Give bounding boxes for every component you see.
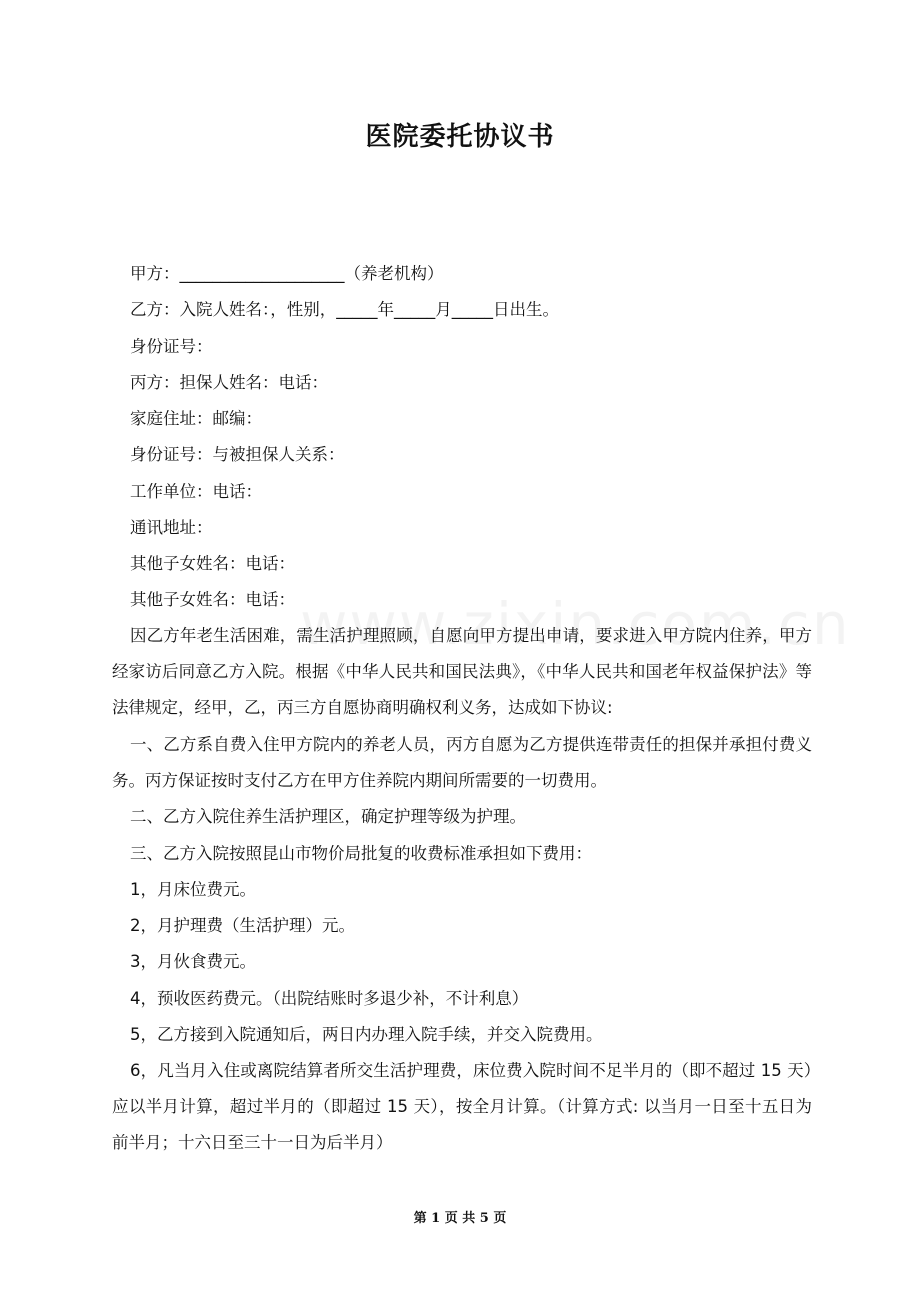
mailing-address-line: 通讯地址： <box>130 518 213 537</box>
party-b-line: 乙方：入院人姓名：，性别，_____年_____月_____日出生。 <box>130 300 559 319</box>
other-child-line: 其他子女姓名：电话： <box>130 590 295 609</box>
fee-item: 1，月床位费元。 <box>130 880 256 899</box>
party-c-line: 丙方：担保人姓名：电话： <box>130 373 328 392</box>
clause-3: 三、乙方入院按照昆山市物价局批复的收费标准承担如下费用： <box>130 844 592 863</box>
party-a-line: 甲方：____________________（养老机构） <box>130 264 444 283</box>
work-unit-line: 工作单位：电话： <box>130 482 262 501</box>
other-child-line: 其他子女姓名：电话： <box>130 554 295 573</box>
document-title: 医院委托协议书 <box>365 122 555 152</box>
page-footer: 第 1 页 共 5 页 <box>413 1211 507 1226</box>
fee-item: 4，预收医药费元。（出院结账时多退少补，不计利息） <box>130 989 529 1008</box>
clause-2: 二、乙方入院住养生活护理区，确定护理等级为护理。 <box>130 807 526 826</box>
clause-1: 一、乙方系自费入住甲方院内的养老人员，丙方自愿为乙方提供连带责任的担保并承担付费义务。丙方保证按时支付乙方在甲方住养院内期间所需要的一切费用。 <box>112 735 812 790</box>
fee-item: 6，凡当月入住或离院结算者所交生活护理费，床位费入院时间不足半月的（即不超过 15 天）应以半月计算，超过半月的（即超过 15 天），按全月计算。（计算方式: 以当月一日至十五日为前半月；十六日至三十一日为后半月） <box>112 1061 812 1152</box>
party-b-id-line: 身份证号： <box>130 337 213 356</box>
fee-item: 3，月伙食费元。 <box>130 952 256 971</box>
fee-item: 2，月护理费（生活护理）元。 <box>130 916 355 935</box>
intro-paragraph: 因乙方年老生活困难，需生活护理照顾，自愿向甲方提出申请，要求进入甲方院内住养，甲方经家访后同意乙方入院。根据《中华人民共和国民法典》，《中华人民共和国老年权益保护法》等法律规定，经甲，乙，丙三方自愿协商明确权利义务，达成如下协议: <box>112 626 812 717</box>
home-address-line: 家庭住址：邮编： <box>130 409 262 428</box>
guarantor-id-line: 身份证号：与被担保人关系： <box>130 445 345 464</box>
fee-item: 5，乙方接到入院通知后，两日内办理入院手续，并交入院费用。 <box>130 1025 603 1044</box>
